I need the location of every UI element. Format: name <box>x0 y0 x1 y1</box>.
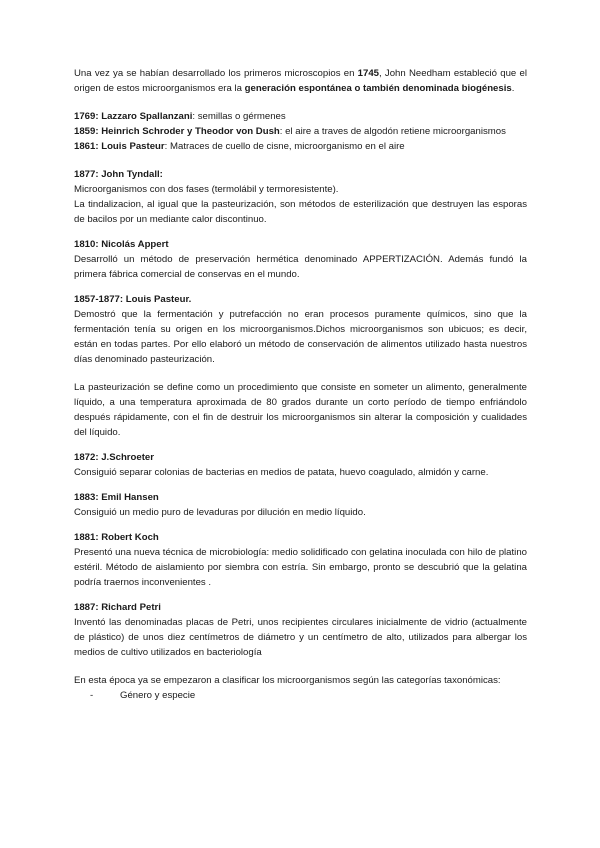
page-content <box>74 66 527 703</box>
chronology-text: : semillas o gérmenes <box>192 111 286 122</box>
section-heading-koch: 1881: Robert Koch <box>74 532 159 543</box>
intro-text: , John Needham estableció que el origen de estos microorganismos era la <box>74 68 527 94</box>
schroeter-text: Consiguió separar colonias de bacterias en medios de patata, huevo coagulado, almidón y carne. <box>74 467 489 478</box>
list-item-text: Género y especie <box>120 690 196 701</box>
hansen-text: Consiguió un medio puro de levaduras por dilución en medio líquido. <box>74 507 366 518</box>
chronology-line <box>74 109 527 124</box>
chronology-label: 1859: Heinrich Schroder y Theodor von Dush <box>74 126 280 137</box>
chronology-label: 1861: Louis Pasteur <box>74 141 165 152</box>
chronology-label: 1769: Lazzaro Spallanzani <box>74 111 193 122</box>
intro-text: Una vez ya se habían desarrollado los primeros microscopios en <box>74 68 358 79</box>
section-heading-tyndall: 1877: John Tyndall: <box>74 169 163 180</box>
pasteur-text: Demostró que la fermentación y putrefacción no eran procesos puramente químicos, sino que la fermentación tenía su origen en los microorganismos.Dichos microorganismos son ubicuos; es decir, están en todas partes. Por ello elaboró un método de conservación de alimentos utilizado hasta nuestros días denominado pasteurización. <box>74 309 527 365</box>
section-heading-schroeter: 1872: J.Schroeter <box>74 452 154 463</box>
intro-year: 1745 <box>357 68 379 79</box>
intro-text: . <box>511 83 515 94</box>
section-heading-hansen: 1883: Emil Hansen <box>74 492 159 503</box>
chronology-text: : el aire a traves de algodón retiene microorganismos <box>279 126 506 137</box>
appert-text: Desarrolló un método de preservación hermética denominado APPERTIZACIÓN. Además fundó la primera fábrica comercial de conservas en el mundo. <box>74 254 527 280</box>
section-heading-pasteur: 1857-1877: Louis Pasteur. <box>74 294 192 305</box>
tyndall-text: La tindalizacion, al igual que la pasteurización, son métodos de esterilización que destruyen las esporas de bacilos por un mediante calor discontinuo. <box>74 199 527 225</box>
intro-paragraph <box>74 66 527 96</box>
chronology-line <box>74 124 527 139</box>
chronology-line <box>74 139 527 154</box>
list-bullet: - <box>90 690 94 701</box>
petri-text: Inventó las denominadas placas de Petri, unos recipientes circulares inicialmente de vidrio (actualmente de plástico) de unos diez centímetros de diámetro y un centímetro de alto, utilizados para albergar los medios de cultivo utilizados en bacteriología <box>74 617 527 658</box>
tyndall-text: Microorganismos con dos fases (termolábil y termoresistente). <box>74 184 339 195</box>
chronology-text: : Matraces de cuello de cisne, microorganismo en el aire <box>164 141 405 152</box>
koch-text: Presentó una nueva técnica de microbiología: medio solidificado con gelatina inoculada con hilo de platino estéril. Método de aislamiento por siembra con estría. Sin embargo, pronto se descubrió que la gelatina podría traernos inconvenientes . <box>74 547 527 588</box>
intro-bold-term: generación espontánea o también denominada biogénesis <box>244 83 512 94</box>
pasteurization-definition: La pasteurización se define como un procedimiento que consiste en someter un alimento, generalmente líquido, a una temperatura aproximada de 80 grados durante un corto período de tiempo enfriándolo después rápidamente, con el fin de destruir los microorganismos sin alterar la composición y cualidades del líquido. <box>74 382 527 438</box>
section-heading-petri: 1887: Richard Petri <box>74 602 161 613</box>
section-heading-appert: 1810: Nicolás Appert <box>74 239 169 250</box>
closing-text: En esta época ya se empezaron a clasificar los microorganismos según las categorías taxonómicas: <box>74 675 501 686</box>
list-item <box>74 688 527 703</box>
